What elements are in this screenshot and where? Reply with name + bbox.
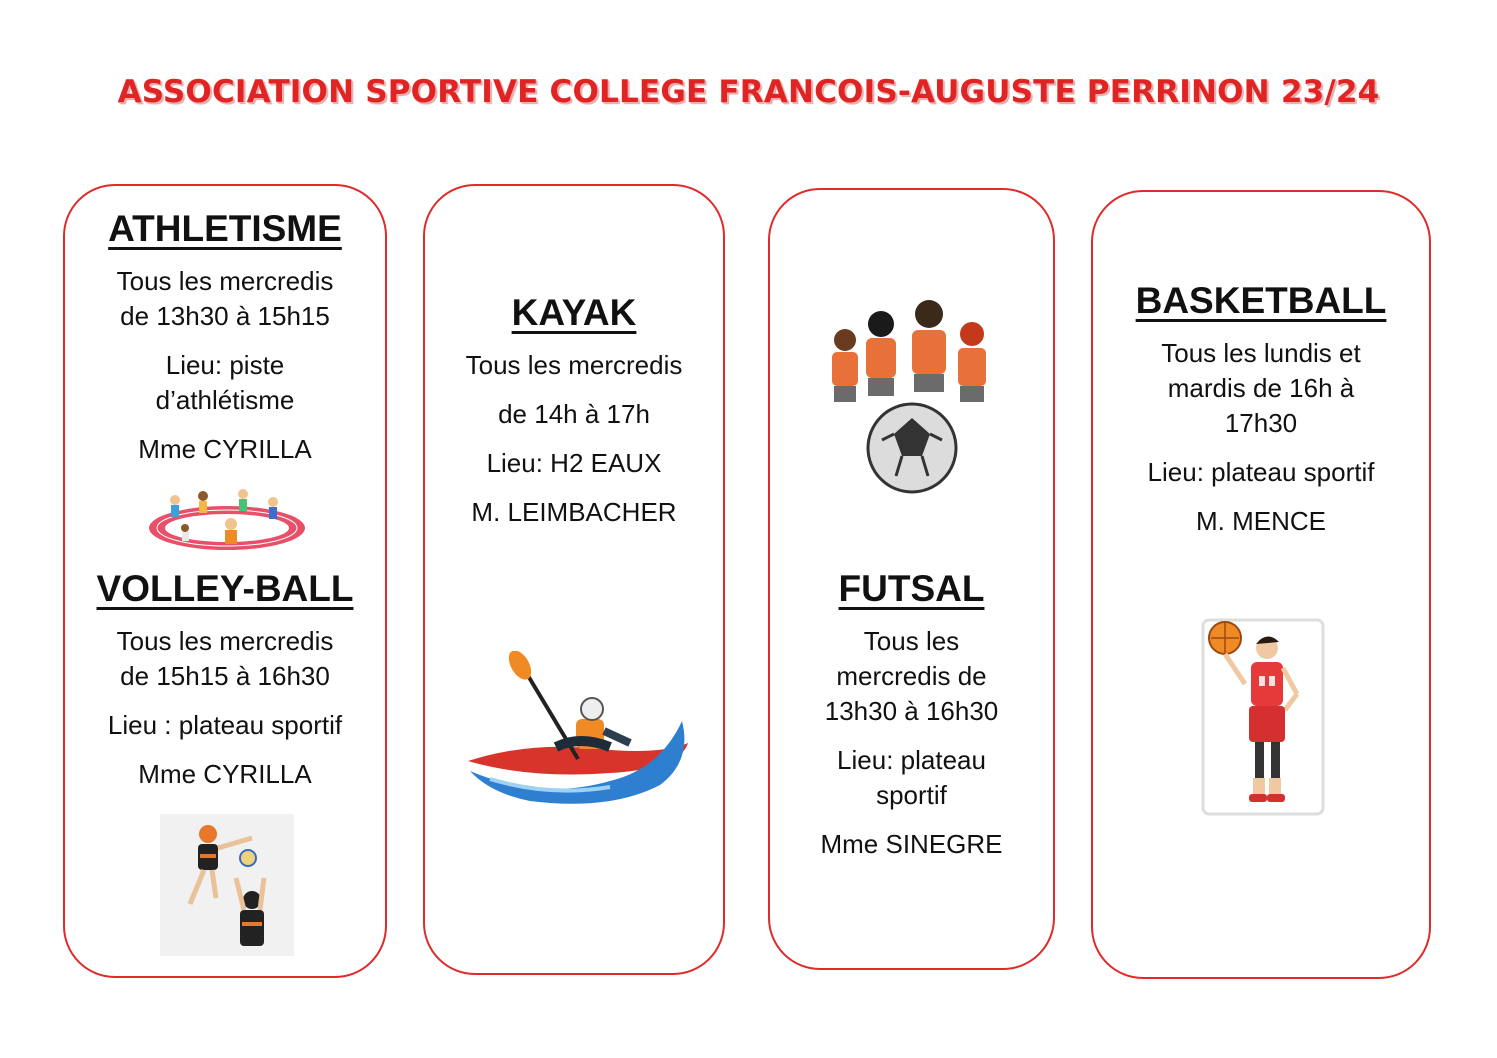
kayak-schedule-line1: Tous les mercredis	[465, 350, 683, 380]
basketball-section	[1093, 280, 1429, 539]
kayak-section	[425, 292, 723, 530]
athletisme-place-line2: d’athlétisme	[155, 385, 295, 415]
athletisme-place-line1: Lieu: piste	[165, 350, 285, 380]
card-kayak	[423, 184, 725, 975]
athletisme-heading: ATHLETISME	[108, 208, 342, 249]
basketball-heading: BASKETBALL	[1135, 280, 1387, 321]
volley-schedule-line1: Tous les mercredis	[116, 626, 334, 656]
kayak-heading: KAYAK	[511, 292, 637, 333]
basketball-player-illustration	[1201, 618, 1325, 816]
basketball-schedule-line2: mardis de 16h à	[1167, 373, 1355, 403]
kayak-place: Lieu: H2 EAUX	[486, 448, 662, 478]
futsal-place-line1: Lieu: plateau	[837, 745, 986, 775]
futsal-section	[770, 568, 1053, 862]
futsal-coach: Mme SINEGRE	[820, 829, 1003, 859]
athletisme-schedule-line1: Tous les mercredis	[116, 266, 334, 296]
basketball-schedule-line1: Tous les lundis et	[1161, 338, 1361, 368]
athletisme-coach: Mme CYRILLA	[138, 434, 312, 464]
athletics-track-illustration	[145, 486, 309, 556]
kayak-coach: M. LEIMBACHER	[471, 497, 677, 527]
volley-section	[65, 568, 385, 792]
volleyball-players-illustration	[160, 814, 294, 956]
volley-place: Lieu : plateau sportif	[107, 710, 343, 740]
basketball-schedule-line3: 17h30	[1224, 408, 1298, 438]
page-title: ASSOCIATION SPORTIVE COLLEGE FRANCOIS-AUGUSTE PERRINON 23/24	[117, 74, 1380, 110]
futsal-schedule-line3: 13h30 à 16h30	[824, 696, 999, 726]
volley-schedule-line2: de 15h15 à 16h30	[120, 661, 330, 691]
card-futsal	[768, 188, 1055, 970]
basketball-coach: M. MENCE	[1196, 506, 1326, 536]
athletisme-schedule-line2: de 13h30 à 15h15	[120, 301, 330, 331]
futsal-schedule-line2: mercredis de	[836, 661, 987, 691]
athletisme-section	[65, 208, 385, 467]
kayak-schedule-line2: de 14h à 17h	[498, 399, 650, 429]
kayak-illustration	[460, 651, 692, 811]
volley-coach: Mme CYRILLA	[138, 759, 312, 789]
futsal-schedule-line1: Tous les	[863, 626, 960, 656]
card-basketball	[1091, 190, 1431, 979]
volley-heading: VOLLEY-BALL	[96, 568, 354, 609]
futsal-players-illustration	[812, 290, 1016, 496]
futsal-heading: FUTSAL	[838, 568, 985, 609]
futsal-place-line2: sportif	[876, 780, 947, 810]
card-athletisme-volley	[63, 184, 387, 978]
basketball-place: Lieu: plateau sportif	[1147, 457, 1375, 487]
